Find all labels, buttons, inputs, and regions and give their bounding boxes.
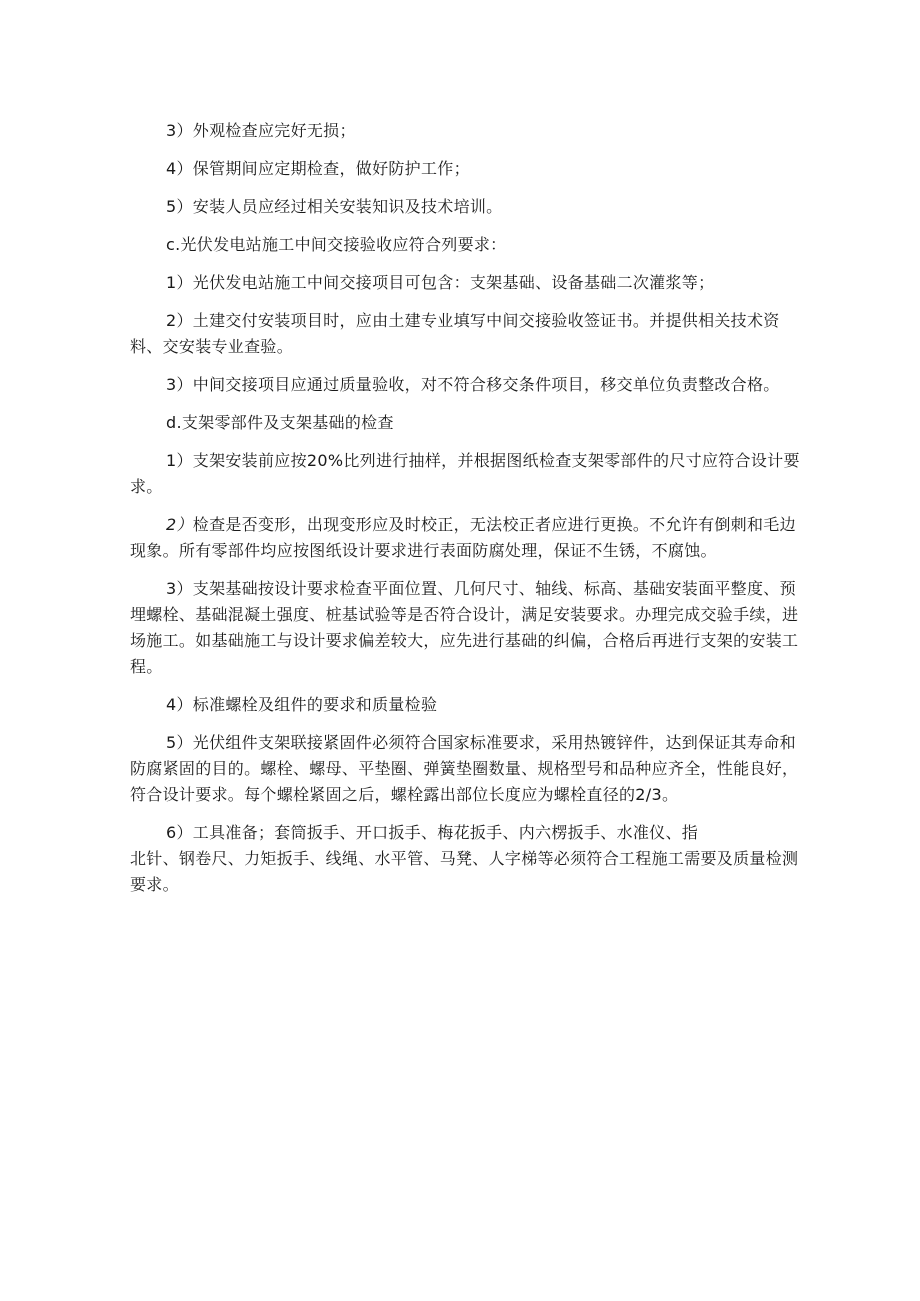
- paragraph: [130, 512, 800, 576]
- paragraph: 4）标准螺栓及组件的要求和质量检验: [166, 695, 438, 714]
- section-heading-d: d.支架零部件及支架基础的检查: [166, 413, 394, 432]
- document-body: [130, 118, 800, 910]
- paragraph: 3）外观检查应完好无损；: [166, 121, 356, 140]
- paragraph: 2）土建交付安装项目时，应由土建专业填写中间交接验收签证书。并提供相关技术资料、交安装专业查验。: [130, 311, 780, 356]
- paragraph: 4）保管期间应定期检查，做好防护工作；: [166, 159, 470, 178]
- list-number: 2）: [166, 515, 193, 534]
- paragraph-continuation: 北针、钢卷尺、力矩扳手、线绳、水平管、马凳、人字梯等必须符合工程施工需要及质量检测要求。: [130, 849, 799, 894]
- paragraph: 3）支架基础按设计要求检查平面位置、几何尺寸、轴线、标高、基础安装面平整度、预埋螺栓、基础混凝土强度、桩基试验等是否符合设计，满足安装要求。办理完成交验手续，进场施工。如基础施工与设计要求偏差较大，应先进行基础的纠偏，合格后再进行支架的安装工程。: [130, 579, 799, 676]
- section-heading-c: c.光伏发电站施工中间交接验收应符合列要求：: [166, 235, 507, 254]
- paragraph: 6）工具准备；套筒扳手、开口扳手、梅花扳手、内六楞扳手、水准仪、指: [166, 823, 699, 842]
- paragraph: 5）安装人员应经过相关安装知识及技术培训。: [166, 197, 503, 216]
- paragraph: 3）中间交接项目应通过质量验收，对不符合移交条件项目，移交单位负责整改合格。: [166, 375, 780, 394]
- paragraph: 1）光伏发电站施工中间交接项目可包含：支架基础、设备基础二次灌浆等；: [166, 273, 715, 292]
- paragraph-text: 检查是否变形，出现变形应及时校正，无法校正者应进行更换。不允许有倒刺和毛边现象。所有零部件均应按图纸设计要求进行表面防腐处理，保证不生锈，不腐蚀。: [130, 515, 796, 560]
- paragraph: 5）光伏组件支架联接紧固件必须符合国家标准要求，采用热镀锌件，达到保证其寿命和防腐紧固的目的。螺栓、螺母、平垫圈、弹簧垫圈数量、规格型号和品种应齐全，性能良好，符合设计要求。每个螺栓紧固之后，螺栓露出部位长度应为螺栓直径的2/3。: [130, 733, 799, 804]
- paragraph: 1）支架安装前应按20%比列进行抽样，并根据图纸检查支架零部件的尺寸应符合设计要求。: [130, 451, 800, 496]
